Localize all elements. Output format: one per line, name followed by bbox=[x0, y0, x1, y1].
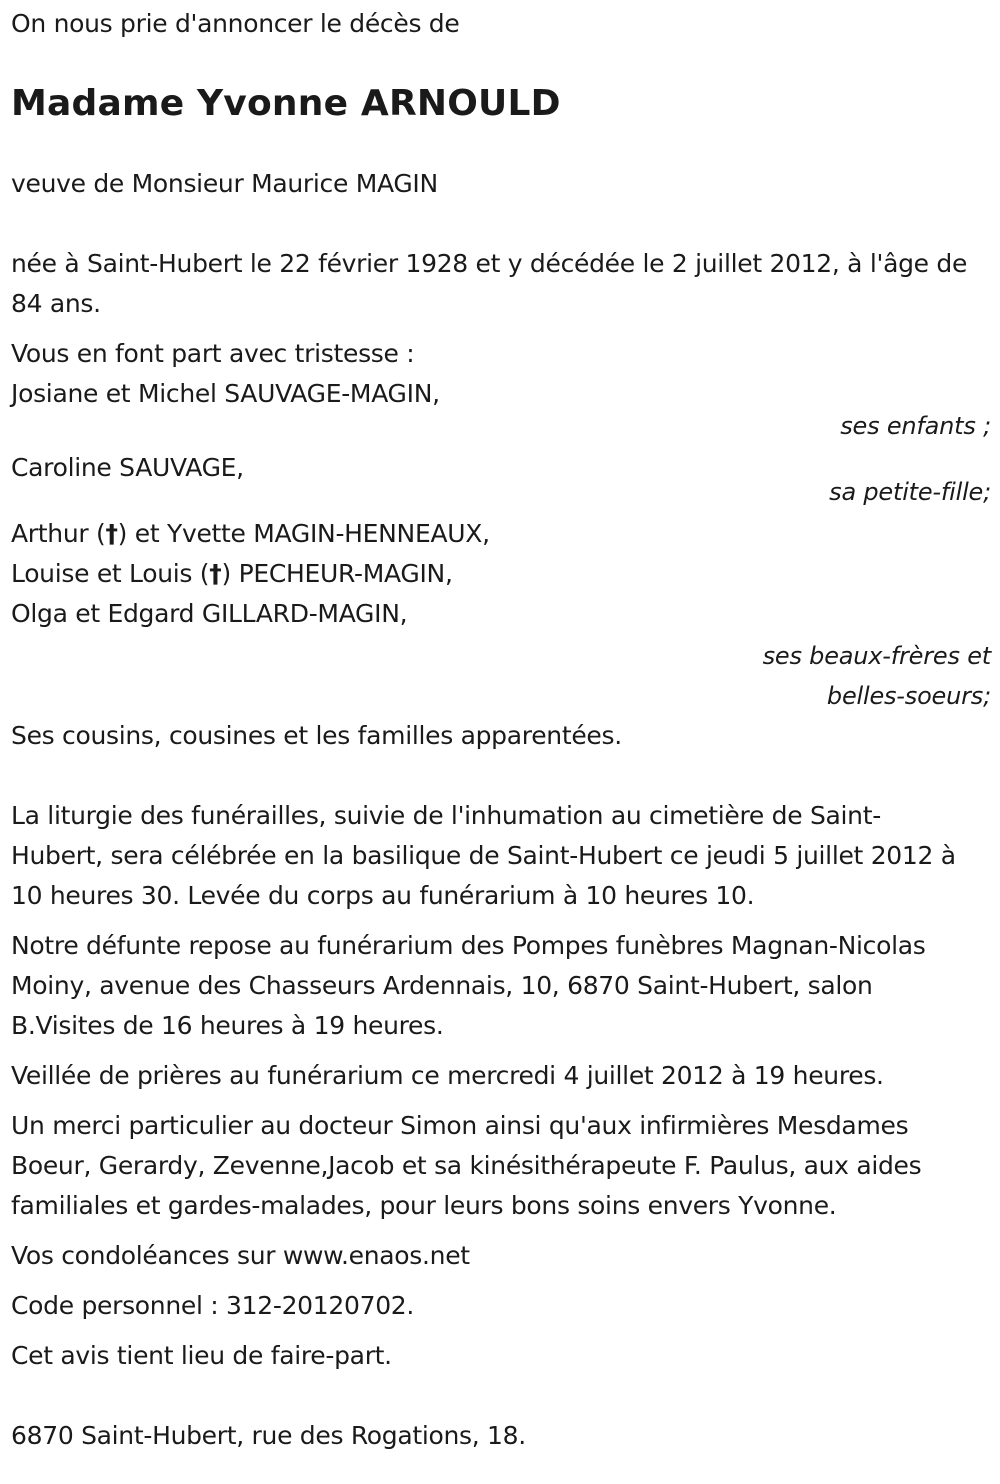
inlaws-role-line-2: belles-soeurs; bbox=[826, 682, 991, 710]
death-notice bbox=[11, 4, 991, 1456]
children-names: Josiane et Michel SAUVAGE-MAGIN, bbox=[11, 379, 440, 408]
cousins-text: Ses cousins, cousines et les familles apparentées. bbox=[11, 721, 622, 750]
widow-of-text: veuve de Monsieur Maurice MAGIN bbox=[11, 169, 438, 198]
liturgy-text: La liturgie des funérailles, suivie de l'inhumation au cimetière de Saint-Hubert, sera célébrée en la basilique de Saint-Hubert ce jeudi 5 juillet 2012 à 10 heures 30. Levée du corps au funérarium à 10 heures 10. bbox=[11, 801, 956, 910]
faire-part-text: Cet avis tient lieu de faire-part. bbox=[11, 1341, 392, 1370]
condolences-text: Vos condoléances sur www.enaos.net bbox=[11, 1241, 470, 1270]
address-text: 6870 Saint-Hubert, rue des Rogations, 18. bbox=[11, 1421, 526, 1450]
thanks-text: Un merci particulier au docteur Simon ainsi qu'aux infirmières Mesdames Boeur, Gerardy, Zevenne,Jacob et sa kinésithérapeute F. Paulus, aux aides familiales et gardes-malades, pour leurs bons soins envers Yvonne. bbox=[11, 1111, 922, 1220]
granddaughter-name: Caroline SAUVAGE, bbox=[11, 453, 244, 482]
intro-text: On nous prie d'annoncer le décès de bbox=[11, 9, 460, 38]
granddaughter-role: sa petite-fille; bbox=[829, 478, 991, 506]
inlaw-3: Olga et Edgard GILLARD-MAGIN, bbox=[11, 599, 408, 628]
vigil-text: Veillée de prières au funérarium ce mercredi 4 juillet 2012 à 19 heures. bbox=[11, 1061, 884, 1090]
inlaw-1-last: ) et Yvette MAGIN-HENNEAUX, bbox=[117, 519, 490, 548]
announce-intro: Vous en font part avec tristesse : bbox=[11, 339, 415, 368]
personal-code: Code personnel : 312-20120702. bbox=[11, 1291, 415, 1320]
inlaw-2-first: Louise et Louis ( bbox=[11, 559, 210, 588]
birth-death-text: née à Saint-Hubert le 22 février 1928 et y décédée le 2 juillet 2012, à l'âge de 84 ans. bbox=[11, 249, 968, 318]
children-role: ses enfants ; bbox=[840, 412, 991, 440]
cross-icon: † bbox=[105, 519, 118, 548]
inlaws-role-line-1: ses beaux-frères et bbox=[762, 642, 991, 670]
cross-icon: † bbox=[209, 559, 222, 588]
deceased-name: Madame Yvonne ARNOULD bbox=[11, 83, 561, 124]
inlaw-2 bbox=[11, 554, 991, 594]
inlaw-1-first: Arthur ( bbox=[11, 519, 106, 548]
rests-text: Notre défunte repose au funérarium des Pompes funèbres Magnan-Nicolas Moiny, avenue des Chasseurs Ardennais, 10, 6870 Saint-Hubert, salon B.Visites de 16 heures à 19 heures. bbox=[11, 931, 926, 1040]
inlaw-2-last: ) PECHEUR-MAGIN, bbox=[221, 559, 453, 588]
inlaw-1 bbox=[11, 514, 991, 554]
